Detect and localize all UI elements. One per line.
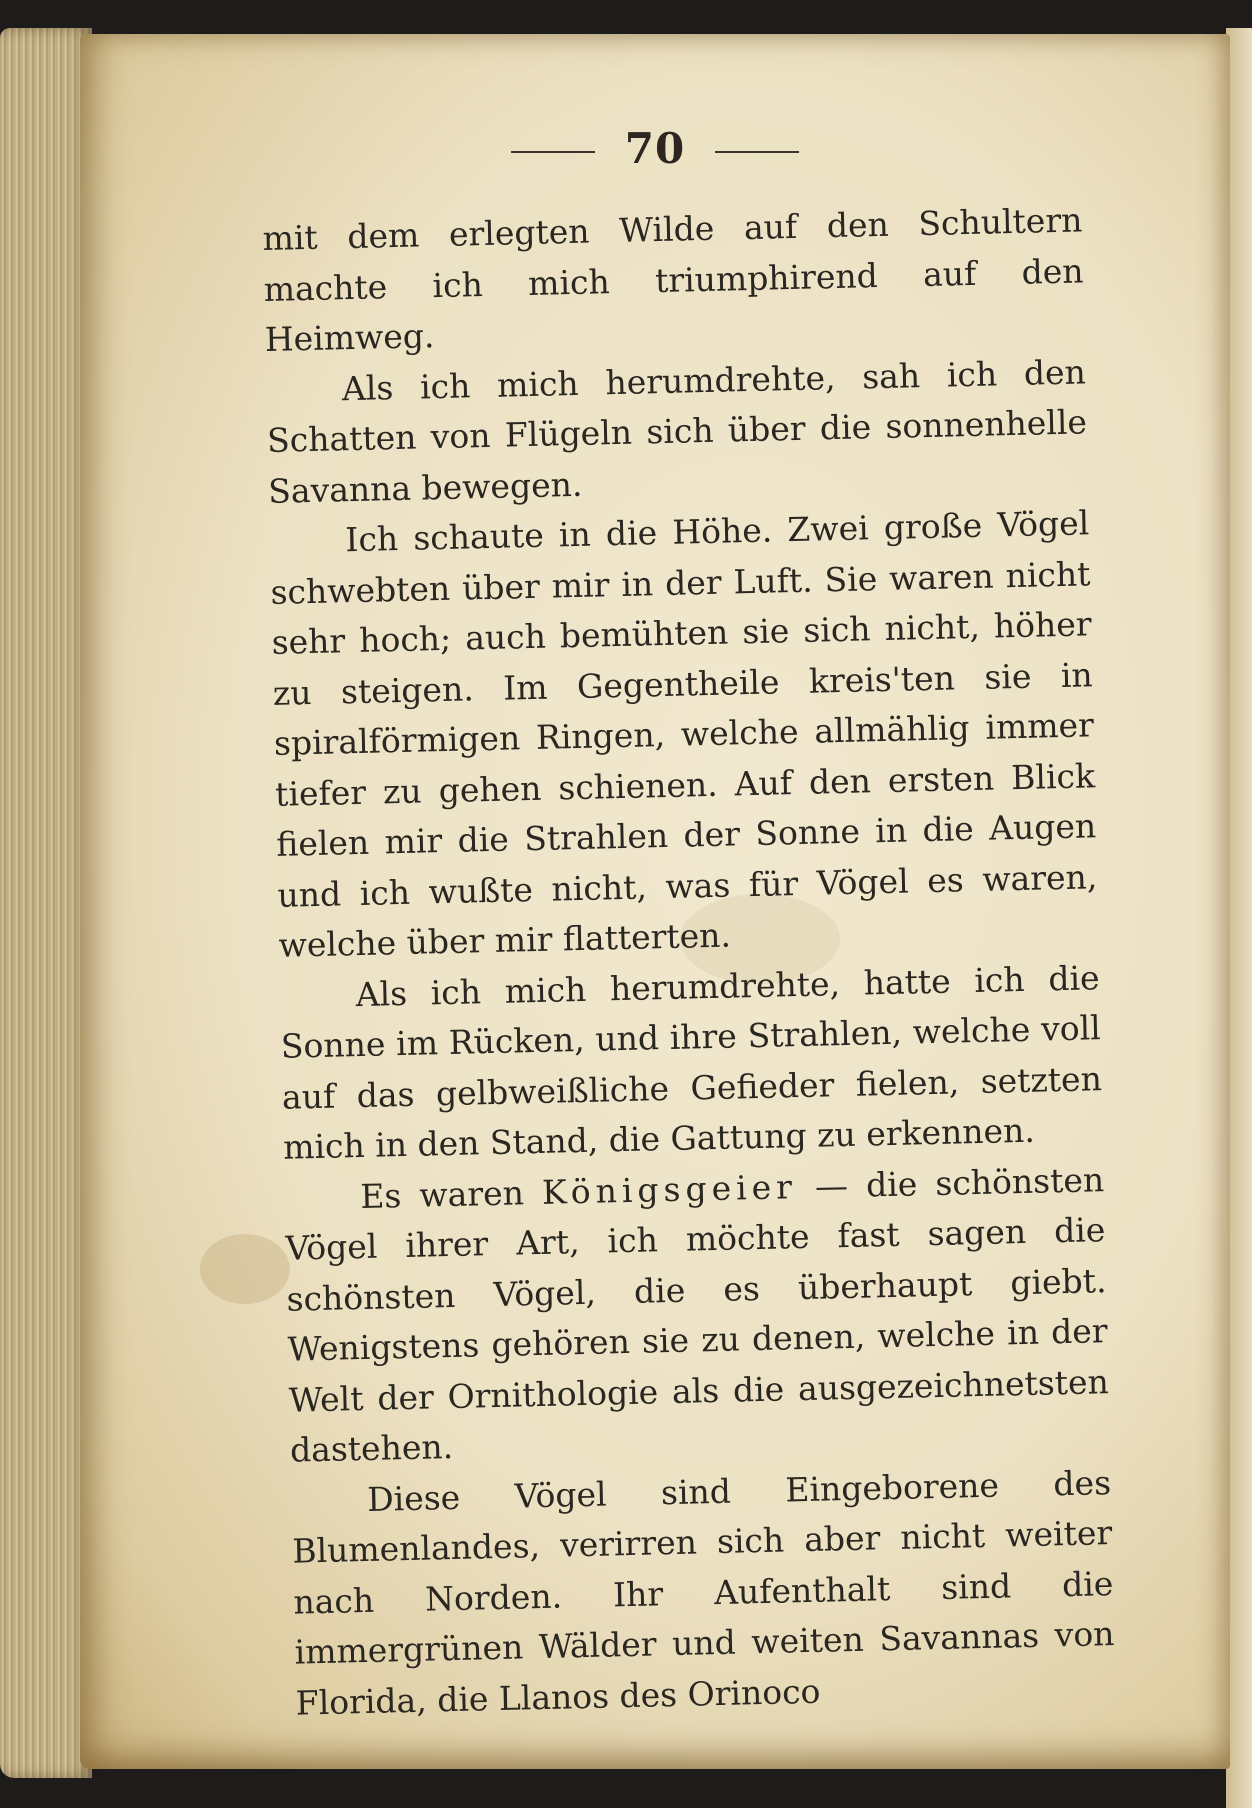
paragraph: Diese Vögel sind Eingeborene des Blumenlandes, verirren sich aber nicht weiter nach Norden. Ihr Aufenthalt sind die immergrünen Wälder und weiten Savannas von Florida, die Llanos des Orinoco xyxy=(291,1462,1115,1723)
paragraph: Als ich mich herumdrehte, sah ich den Schatten von Flügeln sich über die sonnenhelle Savanna bewegen. xyxy=(266,351,1088,511)
paragraph: Als ich mich herumdrehte, hatte ich die Sonne im Rücken, und ihre Strahlen, welche voll auf das gelbweißliche Gefieder fielen, setzten mich in den Stand, die Gattung zu erkennen. xyxy=(280,957,1103,1167)
paper-stain xyxy=(200,1234,290,1304)
header-rule-right xyxy=(715,151,799,153)
book xyxy=(0,28,1252,1788)
page-edges xyxy=(0,28,92,1778)
paragraph xyxy=(284,1155,1111,1477)
header-rule-left xyxy=(511,151,595,153)
page-header xyxy=(80,124,1230,173)
paragraph: mit dem erlegten Wilde auf den Schultern machte ich mich triumphirend auf den Heimweg. xyxy=(262,200,1084,359)
paragraph-text: Es waren xyxy=(359,1172,543,1216)
emphasized-term: Königsgeier xyxy=(541,1166,798,1212)
paragraph: Ich schaute in die Höhe. Zwei große Vögel schwebten über mir in der Luft. Sie waren nicht sehr hoch; auch bemühten sie sich nicht, höher zu steigen. Im Gegentheile kreis'ten sie in spiralförmigen Ringen, welche allmählig immer tiefer zu gehen schienen. Auf den ersten Blick fielen mir die Strahlen der Sonne in die Augen und ich wußte nicht, was für Vögel es waren, welche über mir flatterten. xyxy=(270,503,1098,965)
book-page xyxy=(80,34,1230,1769)
page-number: 70 xyxy=(624,124,686,173)
body-text xyxy=(262,195,1116,1728)
paragraph-text: — die schönsten Vögel ihrer Art, ich möchte fast sagen die schönsten Vögel, die es überhaupt giebt. Wenigstens gehören sie zu denen, welche in der Welt der Ornithologie als die ausgezeichnetsten dastehen. xyxy=(285,1159,1110,1470)
